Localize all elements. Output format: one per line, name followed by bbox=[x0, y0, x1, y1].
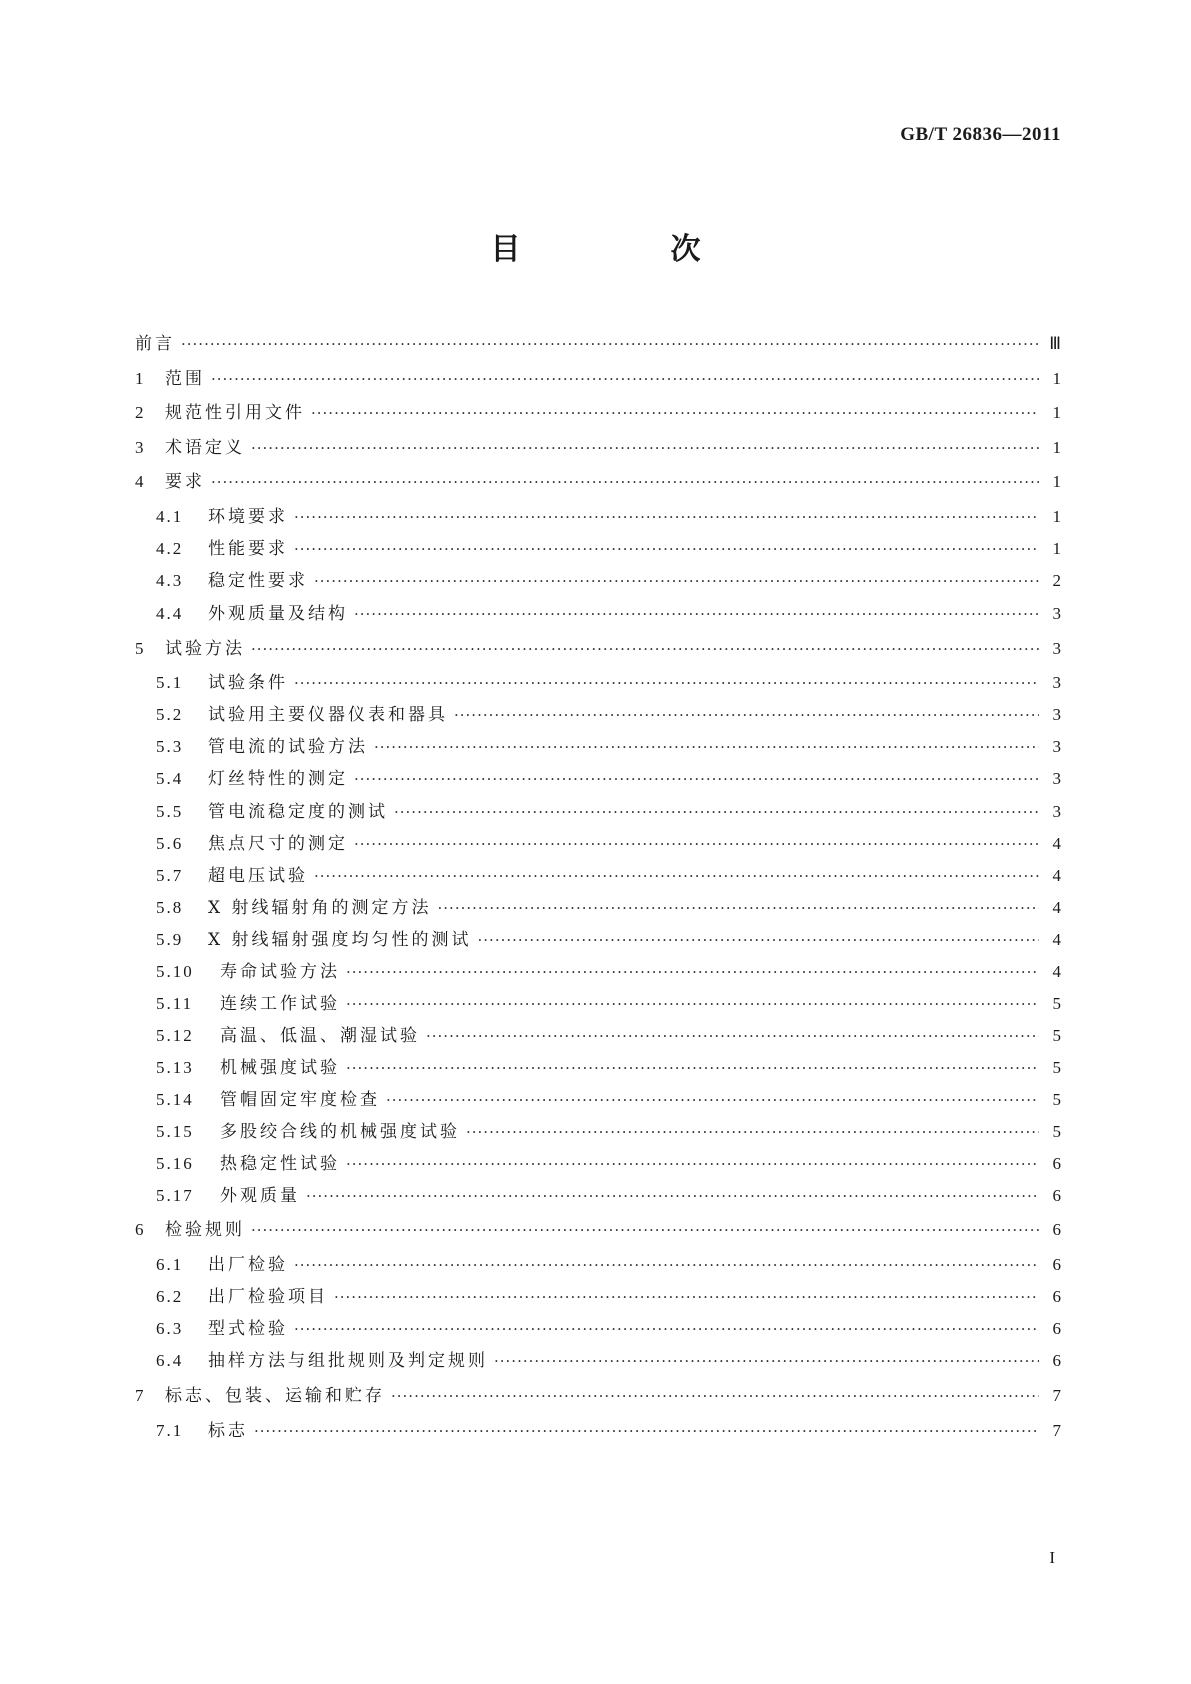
toc-entry-number: 4.3 bbox=[156, 571, 184, 590]
toc-entry[interactable] bbox=[156, 567, 1061, 595]
toc-entry-page: 6 bbox=[1052, 1287, 1061, 1306]
toc-entry-label: 管电流的试验方法 bbox=[208, 737, 368, 757]
toc-entry-page: 3 bbox=[1052, 737, 1061, 756]
page-number: I bbox=[1049, 1548, 1055, 1567]
toc-leader-dots bbox=[334, 1283, 1039, 1311]
toc-leader-dots bbox=[251, 635, 1039, 663]
toc-entry-number: 4.1 bbox=[156, 507, 184, 526]
toc-entry-label: 型式检验 bbox=[208, 1319, 288, 1339]
toc-leader-dots bbox=[314, 567, 1039, 595]
toc-entry[interactable] bbox=[156, 765, 1061, 793]
toc-entry[interactable] bbox=[135, 635, 1061, 663]
toc-entry-number: 5 bbox=[135, 639, 146, 658]
toc-leader-dots bbox=[466, 1118, 1039, 1146]
toc-entry-number: 2 bbox=[135, 403, 146, 422]
toc-entry-label: 标志 bbox=[208, 1421, 248, 1441]
toc-entry-label: X 射线辐射角的测定方法 bbox=[208, 898, 432, 918]
toc-entry-page: 4 bbox=[1052, 866, 1061, 885]
toc-entry-page: 4 bbox=[1052, 898, 1061, 917]
toc-leader-dots bbox=[211, 365, 1039, 393]
toc-leader-dots bbox=[251, 1216, 1039, 1244]
toc-entry-label: 焦点尺寸的测定 bbox=[208, 834, 348, 854]
toc-entry-label: 管帽固定牢度检查 bbox=[220, 1090, 380, 1110]
toc-entry-page: 1 bbox=[1052, 438, 1061, 457]
toc-leader-dots bbox=[311, 399, 1039, 427]
toc-entry[interactable] bbox=[156, 1315, 1061, 1343]
toc-leader-dots bbox=[306, 1182, 1039, 1210]
toc-entry-label: 要求 bbox=[165, 472, 205, 492]
toc-entry-page: 3 bbox=[1052, 769, 1061, 788]
toc-leader-dots bbox=[294, 535, 1039, 563]
toc-entry[interactable] bbox=[156, 990, 1061, 1018]
toc-entry-page: 1 bbox=[1052, 539, 1061, 558]
toc-entry[interactable] bbox=[156, 1086, 1061, 1114]
toc-entry-label: 机械强度试验 bbox=[220, 1058, 340, 1078]
toc-entry-page: 4 bbox=[1052, 962, 1061, 981]
toc-entry-page: 6 bbox=[1052, 1351, 1061, 1370]
toc-entry-page: 6 bbox=[1052, 1220, 1061, 1239]
toc-entry[interactable] bbox=[156, 1182, 1061, 1210]
toc-entry-page: 3 bbox=[1052, 673, 1061, 692]
toc-entry-number: 5.9 bbox=[156, 930, 184, 949]
toc-entry[interactable] bbox=[156, 535, 1061, 563]
toc-entry-page: 5 bbox=[1052, 1122, 1061, 1141]
toc-entry-page: 4 bbox=[1052, 930, 1061, 949]
toc-entry-label: 抽样方法与组批规则及判定规则 bbox=[208, 1351, 488, 1371]
toc-leader-dots bbox=[294, 1251, 1039, 1279]
toc-entry-label: 术语定义 bbox=[165, 438, 245, 458]
toc-entry-number: 4.4 bbox=[156, 604, 184, 623]
toc-entry-number: 4 bbox=[135, 472, 146, 491]
toc-entry[interactable] bbox=[156, 1251, 1061, 1279]
toc-entry-page: Ⅲ bbox=[1049, 334, 1061, 353]
toc-leader-dots bbox=[354, 765, 1039, 793]
toc-entry-label: 性能要求 bbox=[208, 539, 288, 559]
toc-entry-number: 6 bbox=[135, 1220, 146, 1239]
toc-entry-number: 6.3 bbox=[156, 1319, 184, 1338]
toc-entry-page: 2 bbox=[1052, 571, 1061, 590]
toc-entry-label: 灯丝特性的测定 bbox=[208, 769, 348, 789]
toc-entry[interactable] bbox=[135, 468, 1061, 496]
toc-entry[interactable] bbox=[156, 862, 1061, 890]
toc-entry-number: 1 bbox=[135, 369, 146, 388]
toc-leader-dots bbox=[391, 1382, 1039, 1410]
toc-entry-page: 5 bbox=[1052, 994, 1061, 1013]
toc-entry-label: 试验条件 bbox=[208, 673, 288, 693]
toc-entry[interactable] bbox=[135, 1382, 1061, 1410]
toc-entry[interactable] bbox=[156, 894, 1061, 922]
toc-entry-page: 3 bbox=[1052, 604, 1061, 623]
toc-entry[interactable] bbox=[156, 958, 1061, 986]
toc-entry-label: 寿命试验方法 bbox=[220, 962, 340, 982]
page-title: 目 次 bbox=[490, 232, 761, 267]
toc-entry[interactable] bbox=[156, 1417, 1061, 1445]
toc-leader-dots bbox=[294, 669, 1039, 697]
toc-entry[interactable] bbox=[156, 1054, 1061, 1082]
toc-entry-page: 1 bbox=[1052, 472, 1061, 491]
toc-entry[interactable] bbox=[156, 669, 1061, 697]
toc-entry-page: 5 bbox=[1052, 1026, 1061, 1045]
toc-entry-number: 6.4 bbox=[156, 1351, 184, 1370]
toc-entry-page: 3 bbox=[1052, 802, 1061, 821]
toc-entry[interactable] bbox=[156, 798, 1061, 826]
toc-entry-label: 试验用主要仪器仪表和器具 bbox=[208, 705, 448, 725]
toc-entry-number: 5.5 bbox=[156, 802, 184, 821]
toc-entry-label: 试验方法 bbox=[165, 639, 245, 659]
toc-entry-label: 规范性引用文件 bbox=[165, 403, 305, 423]
toc-entry-number: 3 bbox=[135, 438, 146, 457]
toc-entry[interactable] bbox=[156, 1118, 1061, 1146]
toc-leader-dots bbox=[251, 434, 1039, 462]
toc-entry-page: 7 bbox=[1052, 1421, 1061, 1440]
toc-entry[interactable] bbox=[135, 1216, 1061, 1244]
toc-entry-number: 7 bbox=[135, 1386, 146, 1405]
toc-entry-number: 5.3 bbox=[156, 737, 184, 756]
toc-entry-label: 范围 bbox=[165, 369, 205, 389]
toc-entry[interactable] bbox=[156, 1283, 1061, 1311]
toc-leader-dots bbox=[346, 1054, 1039, 1082]
toc-entry-page: 6 bbox=[1052, 1154, 1061, 1173]
toc-entry-number: 5.11 bbox=[156, 994, 194, 1013]
toc-entry[interactable] bbox=[156, 1022, 1061, 1050]
toc-entry[interactable] bbox=[135, 434, 1061, 462]
toc-entry-number: 6.2 bbox=[156, 1287, 184, 1306]
toc-entry-number: 5.17 bbox=[156, 1186, 194, 1205]
toc-entry-label: 环境要求 bbox=[208, 507, 288, 527]
toc-entry-number: 5.13 bbox=[156, 1058, 194, 1077]
toc-entry[interactable] bbox=[135, 365, 1061, 393]
toc-entry-label: X 射线辐射强度均匀性的测试 bbox=[208, 930, 472, 950]
toc-entry[interactable] bbox=[156, 733, 1061, 761]
toc-leader-dots bbox=[386, 1086, 1039, 1114]
toc-entry-page: 6 bbox=[1052, 1319, 1061, 1338]
toc-entry-number: 5.7 bbox=[156, 866, 184, 885]
toc-entry-page: 1 bbox=[1052, 369, 1061, 388]
toc-entry-label: 外观质量 bbox=[220, 1186, 300, 1206]
toc-entry-number: 6.1 bbox=[156, 1255, 184, 1274]
toc-entry-label: 出厂检验项目 bbox=[208, 1287, 328, 1307]
toc-entry-number: 5.10 bbox=[156, 962, 194, 981]
toc-entry-page: 5 bbox=[1052, 1090, 1061, 1109]
toc-entry-page: 3 bbox=[1052, 639, 1061, 658]
toc-leader-dots bbox=[494, 1347, 1039, 1375]
toc-entry[interactable] bbox=[135, 399, 1061, 427]
toc-entry-page: 5 bbox=[1052, 1058, 1061, 1077]
toc-entry[interactable] bbox=[156, 1150, 1061, 1178]
toc-leader-dots bbox=[254, 1417, 1039, 1445]
toc-entry-label: 稳定性要求 bbox=[208, 571, 308, 591]
toc-entry-number: 5.6 bbox=[156, 834, 184, 853]
toc-entry[interactable] bbox=[156, 830, 1061, 858]
toc-entry-label: 出厂检验 bbox=[208, 1255, 288, 1275]
toc-leader-dots bbox=[438, 894, 1039, 922]
standard-code: GB/T 26836—2011 bbox=[900, 124, 1061, 145]
toc-entry[interactable] bbox=[156, 1347, 1061, 1375]
toc-entry-number: 5.8 bbox=[156, 898, 184, 917]
toc-entry-label: 热稳定性试验 bbox=[220, 1154, 340, 1174]
toc-leader-dots bbox=[354, 600, 1039, 628]
toc-leader-dots bbox=[354, 830, 1039, 858]
toc-entry-page: 6 bbox=[1052, 1255, 1061, 1274]
toc-entry-label: 检验规则 bbox=[165, 1220, 245, 1240]
toc-leader-dots bbox=[346, 990, 1039, 1018]
toc-entry[interactable] bbox=[156, 926, 1061, 954]
toc-entry-label: 连续工作试验 bbox=[220, 994, 340, 1014]
toc-entry-page: 6 bbox=[1052, 1186, 1061, 1205]
toc-leader-dots bbox=[346, 1150, 1039, 1178]
toc-entry-label: 外观质量及结构 bbox=[208, 604, 348, 624]
toc-entry-page: 1 bbox=[1052, 403, 1061, 422]
toc-leader-dots bbox=[314, 862, 1039, 890]
toc-entry-number: 5.2 bbox=[156, 705, 184, 724]
toc-entry[interactable] bbox=[156, 701, 1061, 729]
toc-leader-dots bbox=[426, 1022, 1039, 1050]
toc-leader-dots bbox=[211, 468, 1039, 496]
toc-entry-number: 5.14 bbox=[156, 1090, 194, 1109]
toc-leader-dots bbox=[294, 1315, 1039, 1343]
toc-entry-label: 高温、低温、潮湿试验 bbox=[220, 1026, 420, 1046]
toc-leader-dots bbox=[294, 503, 1039, 531]
toc-entry-number: 5.1 bbox=[156, 673, 184, 692]
toc-leader-dots bbox=[478, 926, 1039, 954]
toc-leader-dots bbox=[346, 958, 1039, 986]
toc-entry-number: 4.2 bbox=[156, 539, 184, 558]
toc-entry-number: 5.16 bbox=[156, 1154, 194, 1173]
toc-entry-page: 3 bbox=[1052, 705, 1061, 724]
toc-leader-dots bbox=[454, 701, 1039, 729]
toc-entry-label: 前言 bbox=[135, 334, 175, 354]
toc-entry-label: 多股绞合线的机械强度试验 bbox=[220, 1122, 460, 1142]
toc-leader-dots bbox=[394, 798, 1039, 826]
toc-entry-number: 5.12 bbox=[156, 1026, 194, 1045]
toc-entry[interactable] bbox=[135, 330, 1061, 358]
toc-entry-number: 5.4 bbox=[156, 769, 184, 788]
toc-leader-dots bbox=[181, 330, 1039, 358]
toc-entry-label: 超电压试验 bbox=[208, 866, 308, 886]
toc-leader-dots bbox=[374, 733, 1039, 761]
toc-entry-page: 1 bbox=[1052, 507, 1061, 526]
toc-entry-page: 7 bbox=[1052, 1386, 1061, 1405]
toc-entry[interactable] bbox=[156, 600, 1061, 628]
toc-entry[interactable] bbox=[156, 503, 1061, 531]
toc-entry-page: 4 bbox=[1052, 834, 1061, 853]
toc-entry-number: 5.15 bbox=[156, 1122, 194, 1141]
toc-entry-label: 管电流稳定度的测试 bbox=[208, 802, 388, 822]
toc-entry-number: 7.1 bbox=[156, 1421, 184, 1440]
toc-entry-label: 标志、包装、运输和贮存 bbox=[165, 1386, 385, 1406]
